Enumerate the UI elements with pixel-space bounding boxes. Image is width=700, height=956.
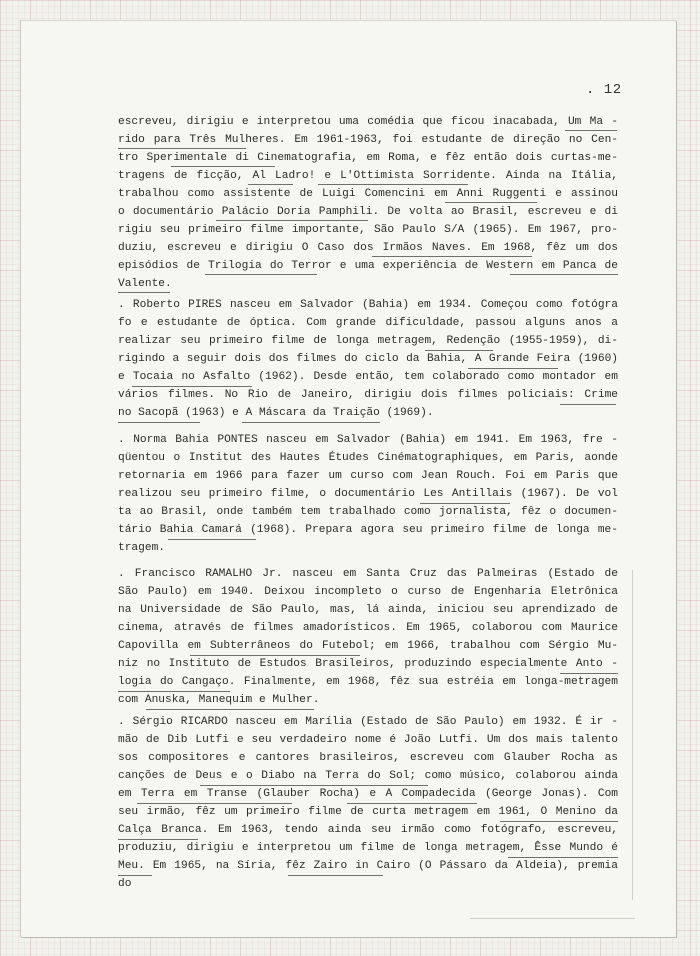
title-underline [560, 404, 616, 405]
title-underline [372, 256, 532, 257]
text-line: em Terra em Transe (Glauber Rocha) e A Compadecida (George Jonas). Com [118, 788, 618, 800]
paragraph-roberto-pires [118, 296, 618, 422]
text-line: . Sérgio RICARDO nasceu em Marília (Estado de São Paulo) em 1932. É ir - [118, 716, 618, 728]
title-underline [318, 184, 468, 185]
text-line: episódios de Trilogia do Terror e uma experiência de Western em Panca de [118, 260, 618, 272]
text-line: do [118, 878, 132, 890]
title-underline [118, 422, 200, 423]
text-line: realizou seu primeiro filme, o documentário Les Antillais (1967). De vol [118, 488, 618, 500]
title-underline [248, 184, 293, 185]
text-line: o documentário Palácio Doria Pamphili. De volta ao Brasil, escreveu e di [118, 206, 618, 218]
text-line: rigiu seu primeiro filme importante, São Paulo S/A (1965). Em 1967, pro- [118, 224, 618, 236]
title-underline [445, 202, 537, 203]
text-line: rido para Três Mulheres. Em 1961-1963, foi estudante de direção no Cen- [118, 134, 618, 146]
text-line: canções de Deus e o Diabo na Terra do Sol; como músico, colaborou ainda [118, 770, 618, 782]
title-underline [500, 821, 618, 822]
text-line: na Universidade de São Paulo, mas, lá ainda, iniciou seu aprendizado de [118, 604, 618, 616]
text-line: duziu, escreveu e dirigiu O Caso dos Irmãos Naves. Em 1968, fêz um dos [118, 242, 618, 254]
text-line: realizar seu primeiro filme de longa metragem, Redenção (1955-1959), di- [118, 335, 618, 347]
title-underline [565, 130, 617, 131]
text-line: escreveu, dirigiu e interpretou uma comédia que ficou inacabada, Um Ma - [118, 116, 618, 128]
title-underline [118, 839, 198, 840]
text-line: ta ao Brasil, onde também tem trabalhado como jornalista, fêz o documen- [118, 506, 618, 518]
title-underline [510, 274, 618, 275]
title-underline [118, 691, 230, 692]
title-underline [242, 422, 380, 423]
title-underline [560, 673, 618, 674]
text-line: São Paulo) em 1940. Deixou incompleto o curso de Engenharia Eletrônica [118, 586, 618, 598]
title-underline [205, 274, 317, 275]
text-line: cinema, através de filmes amadorísticos. Em 1965, colaborou com Maurice [118, 622, 618, 634]
paragraph-leon-hirszman-continued [118, 113, 618, 293]
title-underline [118, 875, 152, 876]
text-line: tário Bahia Camará (1968). Prepara agora seu primeiro filme de longa me- [118, 524, 618, 536]
text-line: qüentou o Institut des Hautes Études Cinématographiques, em Paris, aonde [118, 452, 618, 464]
text-line: com Anuska, Manequim e Mulher. [118, 694, 320, 706]
text-line: . Francisco RAMALHO Jr. nasceu em Santa Cruz das Palmeiras (Estado de [118, 568, 618, 580]
text-line: rigindo a seguir dois dos filmes do ciclo da Bahia, A Grande Feira (1960) [118, 353, 618, 365]
text-line: Calça Branca. Em 1963, tendo ainda seu irmão como fotógrafo, escreveu, [118, 824, 618, 836]
text-line: tragem. [118, 542, 165, 554]
text-line: sos compositores e cantores brasileiros, escreveu com Glauber Rocha as [118, 752, 618, 764]
text-line: Capovilla em Subterrâneos do Futebol; em 1966, trabalhou com Sérgio Mu- [118, 640, 618, 652]
title-underline [132, 386, 252, 387]
text-line: trabalhou como assistente de Luigi Comencini em Anni Ruggenti e assinou [118, 188, 618, 200]
text-line: seu irmão, fêz um primeiro filme de curta metragem em 1961, O Menino da [118, 806, 618, 818]
page-edge-line [470, 918, 635, 919]
title-underline [118, 148, 246, 149]
page-number: . 12 [586, 82, 622, 98]
text-line: Valente. [118, 278, 172, 290]
title-underline [137, 803, 292, 804]
text-line: e Tocaia no Asfalto (1962). Desde então, tem colaborado como montador em [118, 371, 618, 383]
title-underline [118, 292, 170, 293]
text-line: niz no Instituto de Estudos Brasileiros, produzindo especialmente Anto - [118, 658, 618, 670]
text-line: . Norma Bahia PONTES nasceu em Salvador (Bahia) em 1941. Em 1963, fre - [118, 434, 618, 446]
page-edge-line [632, 570, 633, 900]
title-underline [190, 655, 360, 656]
title-underline [468, 368, 558, 369]
text-line: produziu, dirigiu e interpretou um filme de longa metragem, Êsse Mundo é [118, 842, 618, 854]
text-line: . Roberto PIRES nasceu em Salvador (Bahia) em 1934. Começou como fotógra [118, 299, 618, 311]
text-line: vários filmes. No Rio de Janeiro, dirigiu dois filmes policiais: Crime [118, 389, 618, 401]
title-underline [420, 503, 510, 504]
title-underline [288, 875, 383, 876]
title-underline [171, 166, 275, 167]
text-line: fo e estudante de óptica. Com grande dificuldade, passou alguns anos a [118, 317, 618, 329]
title-underline [508, 857, 618, 858]
title-underline [425, 350, 493, 351]
text-line: Meu. Em 1965, na Síria, fêz Zairo in Cairo (O Pássaro da Aldeia), premia [118, 860, 618, 872]
text-line: tro Sperimentale di Cinematografia, em Roma, e fêz então dois curtas-me- [118, 152, 618, 164]
title-underline [146, 709, 314, 710]
text-line: no Sacopã (1963) e A Máscara da Traição (1969). [118, 407, 434, 419]
title-underline [200, 785, 428, 786]
text-line: tragens de ficção, Al Ladro! e L'Ottimista Sorridente. Ainda na Itália, [118, 170, 618, 182]
text-line: mão de Dib Lutfi e seu verdadeiro nome é João Lutfi. Um dos mais talento [118, 734, 618, 746]
title-underline [347, 803, 477, 804]
text-line: retornaria em 1966 para fazer um curso com Jean Rouch. Foi em Paris que [118, 470, 618, 482]
paragraph-francisco-ramalho [118, 565, 618, 709]
title-underline [216, 220, 368, 221]
title-underline [168, 539, 256, 540]
text-line: logia do Cangaço. Finalmente, em 1968, fêz sua estréia em longa-metragem [118, 676, 618, 688]
